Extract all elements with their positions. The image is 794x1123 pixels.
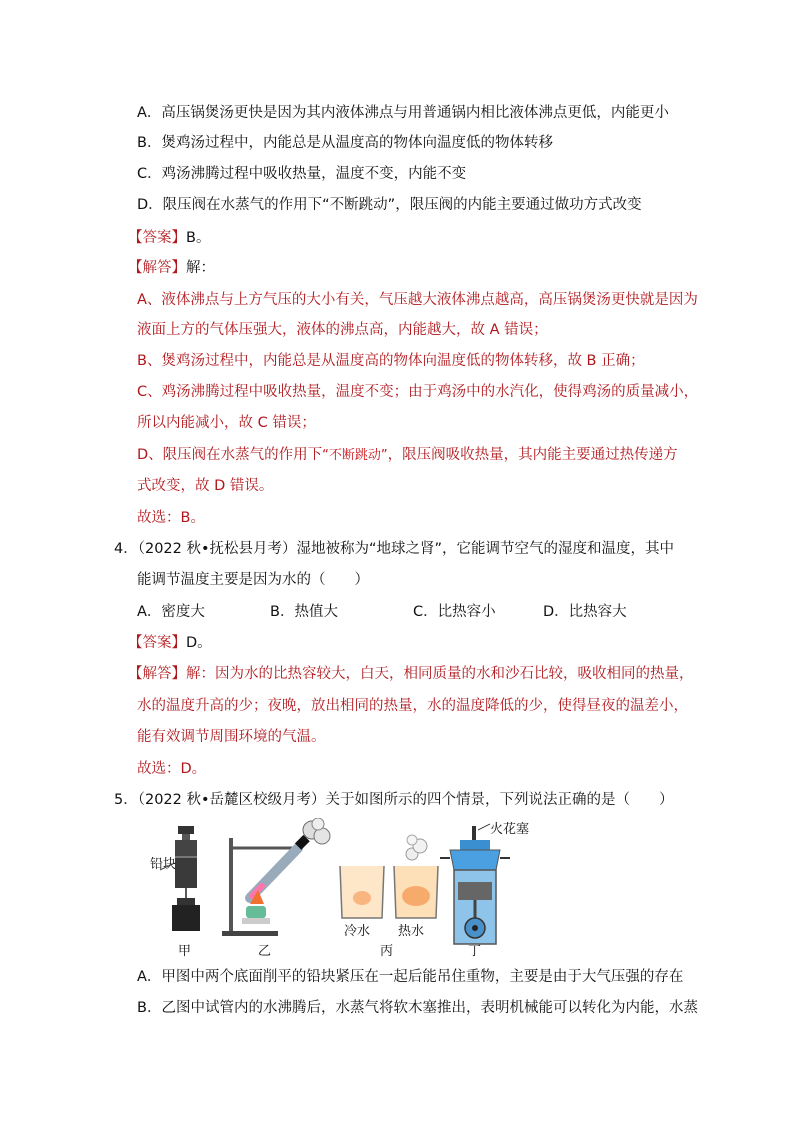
- q3-exp-d1c: ，限压阀吸收热量，其内能主要通过热传递方: [387, 447, 678, 463]
- analysis-prefix: 解：: [186, 260, 215, 276]
- label-yi: 乙: [258, 944, 272, 959]
- label-ding: 丁: [468, 944, 482, 959]
- q3-option-b: B．煲鸡汤过程中，内能总是从温度高的物体向温度低的物体转移: [137, 135, 553, 151]
- q4-option-a: A．密度大: [137, 604, 205, 620]
- q3-exp-b: B、煲鸡汤过程中，内能总是从温度高的物体向温度低的物体转移，故 B 正确；: [137, 353, 645, 369]
- q4-option-c: C．比热容小: [413, 604, 496, 620]
- q3-choose: 故选：B。: [137, 510, 205, 526]
- q3-analysis-header: [128, 258, 215, 278]
- figure-ding-engine: [440, 824, 510, 944]
- analysis-label: 【解答】: [128, 260, 186, 276]
- q5-stem: 5．（2022 秋•岳麓区校级月考）关于如图所示的四个情景，下列说法正确的是（ ）: [114, 792, 674, 808]
- q4-analysis-1: [128, 664, 694, 684]
- q5-option-b: B．乙图中试管内的水沸腾后，水蒸气将软木塞推出，表明机械能可以转化为内能，水蒸: [137, 1000, 698, 1016]
- label-jia: 甲: [178, 944, 192, 959]
- q4-exp-3: 能有效调节周围环境的气温。: [137, 729, 326, 745]
- q4-stem-1: 4．（2022 秋•抚松县月考）湿地被称为“地球之肾”，它能调节空气的湿度和温度，其中: [114, 541, 675, 557]
- q3-option-d: D．限压阀在水蒸气的作用下“不断跳动”，限压阀的内能主要通过做功方式改变: [137, 197, 642, 213]
- q3-exp-d1b: “不断跳动”: [322, 448, 388, 463]
- q3-exp-d1: [137, 445, 678, 466]
- q4-exp-1: 解：因为水的比热容较大，白天，相同质量的水和沙石比较，吸收相同的热量，: [186, 666, 694, 682]
- q3-option-a: A．高压锅煲汤更快是因为其内液体沸点与用普通锅内相比液体沸点更低，内能更小: [137, 105, 669, 121]
- figure-jia-lead-blocks: [160, 826, 200, 931]
- q4-option-d: D．比热容大: [543, 604, 627, 620]
- q4-option-b: B．热值大: [270, 604, 338, 620]
- analysis-label: 【解答】: [128, 666, 186, 682]
- figure-bing-beakers: [340, 835, 438, 918]
- q3-exp-c2: 所以内能减小，故 C 错误；: [137, 415, 316, 431]
- answer-value: D。: [186, 635, 212, 651]
- q3-exp-d2: 式改变，故 D 错误。: [137, 478, 274, 494]
- answer-value: B。: [186, 230, 211, 246]
- q4-stem-2: 能调节温度主要是因为水的（ ）: [137, 572, 369, 588]
- q3-exp-a2: 液面上方的气体压强大，液体的沸点高，内能越大，故 A 错误；: [137, 322, 548, 338]
- q5-figure: [150, 818, 670, 958]
- label-lead: 铅块: [150, 857, 177, 872]
- figure-yi-test-tube: [222, 818, 330, 936]
- q4-choose: 故选：D。: [137, 761, 207, 777]
- answer-label: 【答案】: [128, 230, 186, 246]
- q3-exp-c1: C、鸡汤沸腾过程中吸收热量，温度不变；由于鸡汤中的水汽化，使得鸡汤的质量减小，: [137, 384, 699, 400]
- q4-answer: [128, 633, 212, 653]
- q3-exp-d1a: D、限压阀在水蒸气的作用下: [137, 447, 323, 463]
- q3-exp-a1: A、液体沸点与上方气压的大小有关，气压越大液体沸点越高，高压锅煲汤更快就是因为: [137, 292, 698, 308]
- label-spark-plug: 火花塞: [490, 822, 530, 837]
- answer-label: 【答案】: [128, 635, 186, 651]
- q5-option-a: A．甲图中两个底面削平的铅块紧压在一起后能吊住重物，主要是由于大气压强的存在: [137, 969, 684, 985]
- q4-exp-2: 水的温度升高的少；夜晚，放出相同的热量，水的温度降低的少，使得昼夜的温差小，: [137, 698, 688, 714]
- label-cold-water: 冷水: [344, 924, 371, 939]
- q3-answer: [128, 228, 210, 248]
- label-hot-water: 热水: [398, 924, 425, 939]
- q3-option-c: C．鸡汤沸腾过程中吸收热量，温度不变，内能不变: [137, 166, 467, 182]
- label-bing: 丙: [380, 944, 394, 959]
